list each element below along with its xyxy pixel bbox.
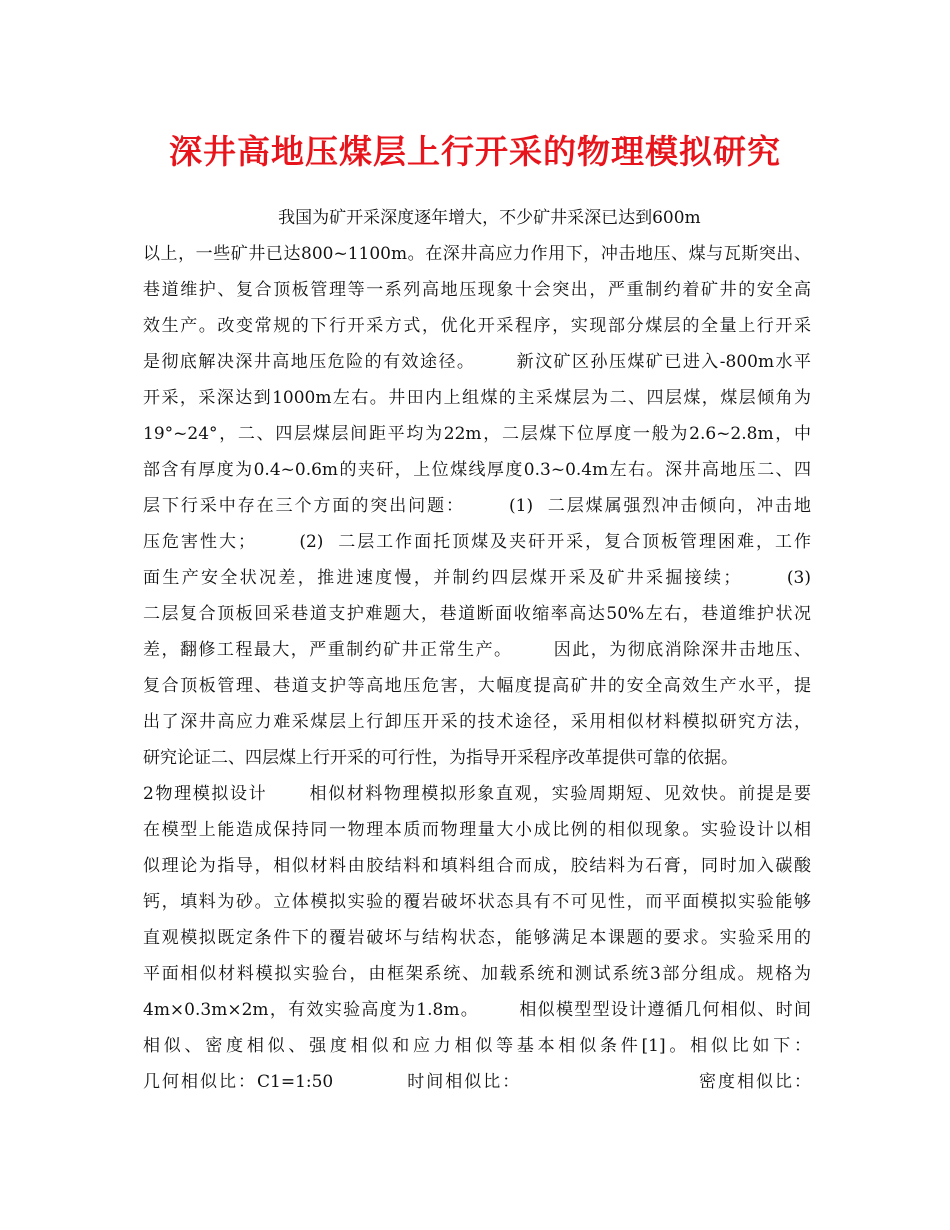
paragraph-line-23: 4m×0.3m×2m，有效实验高度为1.8m。 相似模型型设计遵循几何相似、时间 xyxy=(143,1000,811,1020)
paragraph-line-12: 二层复合顶板回采巷道支护难题大，巷道断面收缩率高达50%左右，巷道维护状况 xyxy=(143,604,811,624)
paragraph-line-14: 复合顶板管理、巷道支护等高地压危害，大幅度提高矿井的安全高效生产水平，提 xyxy=(143,676,811,696)
paragraph-line-13: 差，翻修工程最大，严重制约矿井正常生产。 因此，为彻底消除深井击地压、 xyxy=(143,640,811,660)
paragraph-line-7: 19°~24°，二、四层煤层间距平均为22m，二层煤下位厚度一般为2.6~2.8m，中 xyxy=(143,424,811,444)
paragraph-line-21: 直观模拟既定条件下的覆岩破坏与结构状态，能够满足本课题的要求。实验采用的 xyxy=(143,928,811,948)
paragraph-line-15: 出了深井高应力难采煤层上行卸压开采的技术途径，采用相似材料模拟研究方法， xyxy=(143,712,811,732)
paragraph-line-20: 钙，填料为砂。立体模拟实验的覆岩破坏状态具有不可见性，而平面模拟实验能够 xyxy=(143,892,811,912)
paragraph-line-18: 在模型上能造成保持同一物理本质而物理量大小成比例的相似现象。实验设计以相 xyxy=(143,820,811,840)
paragraph-line-9: 层下行采中存在三个方面的突出问题： (1) 二层煤属强烈冲击倾向，冲击地 xyxy=(143,496,811,516)
document-title: 深井高地压煤层上行开采的物理模拟研究 xyxy=(169,132,781,171)
paragraph-line-24: 相似、密度相似、强度相似和应力相似等基本相似条件[1]。相似比如下： xyxy=(143,1036,811,1056)
paragraph-line-17: 2物理模拟设计 相似材料物理模拟形象直观，实验周期短、见效快。前提是要 xyxy=(143,784,811,804)
paragraph-line-5: 是彻底解决深井高地压危险的有效途径。 新汶矿区孙压煤矿已进入-800m水平 xyxy=(143,352,811,372)
paragraph-line-8: 部含有厚度为0.4~0.6m的夹矸，上位煤线厚度0.3~0.4m左右。深井高地压二、四 xyxy=(143,460,811,480)
paragraph-line-25: 几何相似比：C1=1:50 时间相似比： 密度相似比： xyxy=(143,1072,811,1092)
paragraph-line-1: 我国为矿开采深度逐年增大，不少矿井采深已达到600m xyxy=(143,208,701,228)
paragraph-line-22: 平面相似材料模拟实验台，由框架系统、加载系统和测试系统3部分组成。规格为 xyxy=(143,964,811,984)
paragraph-line-4: 效生产。改变常规的下行开采方式，优化开采程序，实现部分煤层的全量上行开采 xyxy=(143,316,811,336)
paragraph-line-19: 似理论为指导，相似材料由胶结料和填料组合而成，胶结料为石膏，同时加入碳酸 xyxy=(143,856,811,876)
paragraph-line-11: 面生产安全状况差，推进速度慢，并制约四层煤开采及矿井采掘接续； (3) xyxy=(143,568,811,588)
paragraph-line-2: 以上，一些矿井已达800~1100m。在深井高应力作用下，冲击地压、煤与瓦斯突出、 xyxy=(143,244,811,264)
paragraph-line-3: 巷道维护、复合顶板管理等一系列高地压现象十会突出，严重制约着矿井的安全高 xyxy=(143,280,811,300)
paragraph-line-10: 压危害性大； (2) 二层工作面托顶煤及夹矸开采，复合顶板管理困难，工作 xyxy=(143,532,811,552)
paragraph-line-6: 开采，采深达到1000m左右。井田内上组煤的主采煤层为二、四层煤，煤层倾角为 xyxy=(143,388,811,408)
paragraph-line-16: 研究论证二、四层煤上行开采的可行性，为指导开采程序改革提供可靠的依据。 xyxy=(143,748,738,768)
